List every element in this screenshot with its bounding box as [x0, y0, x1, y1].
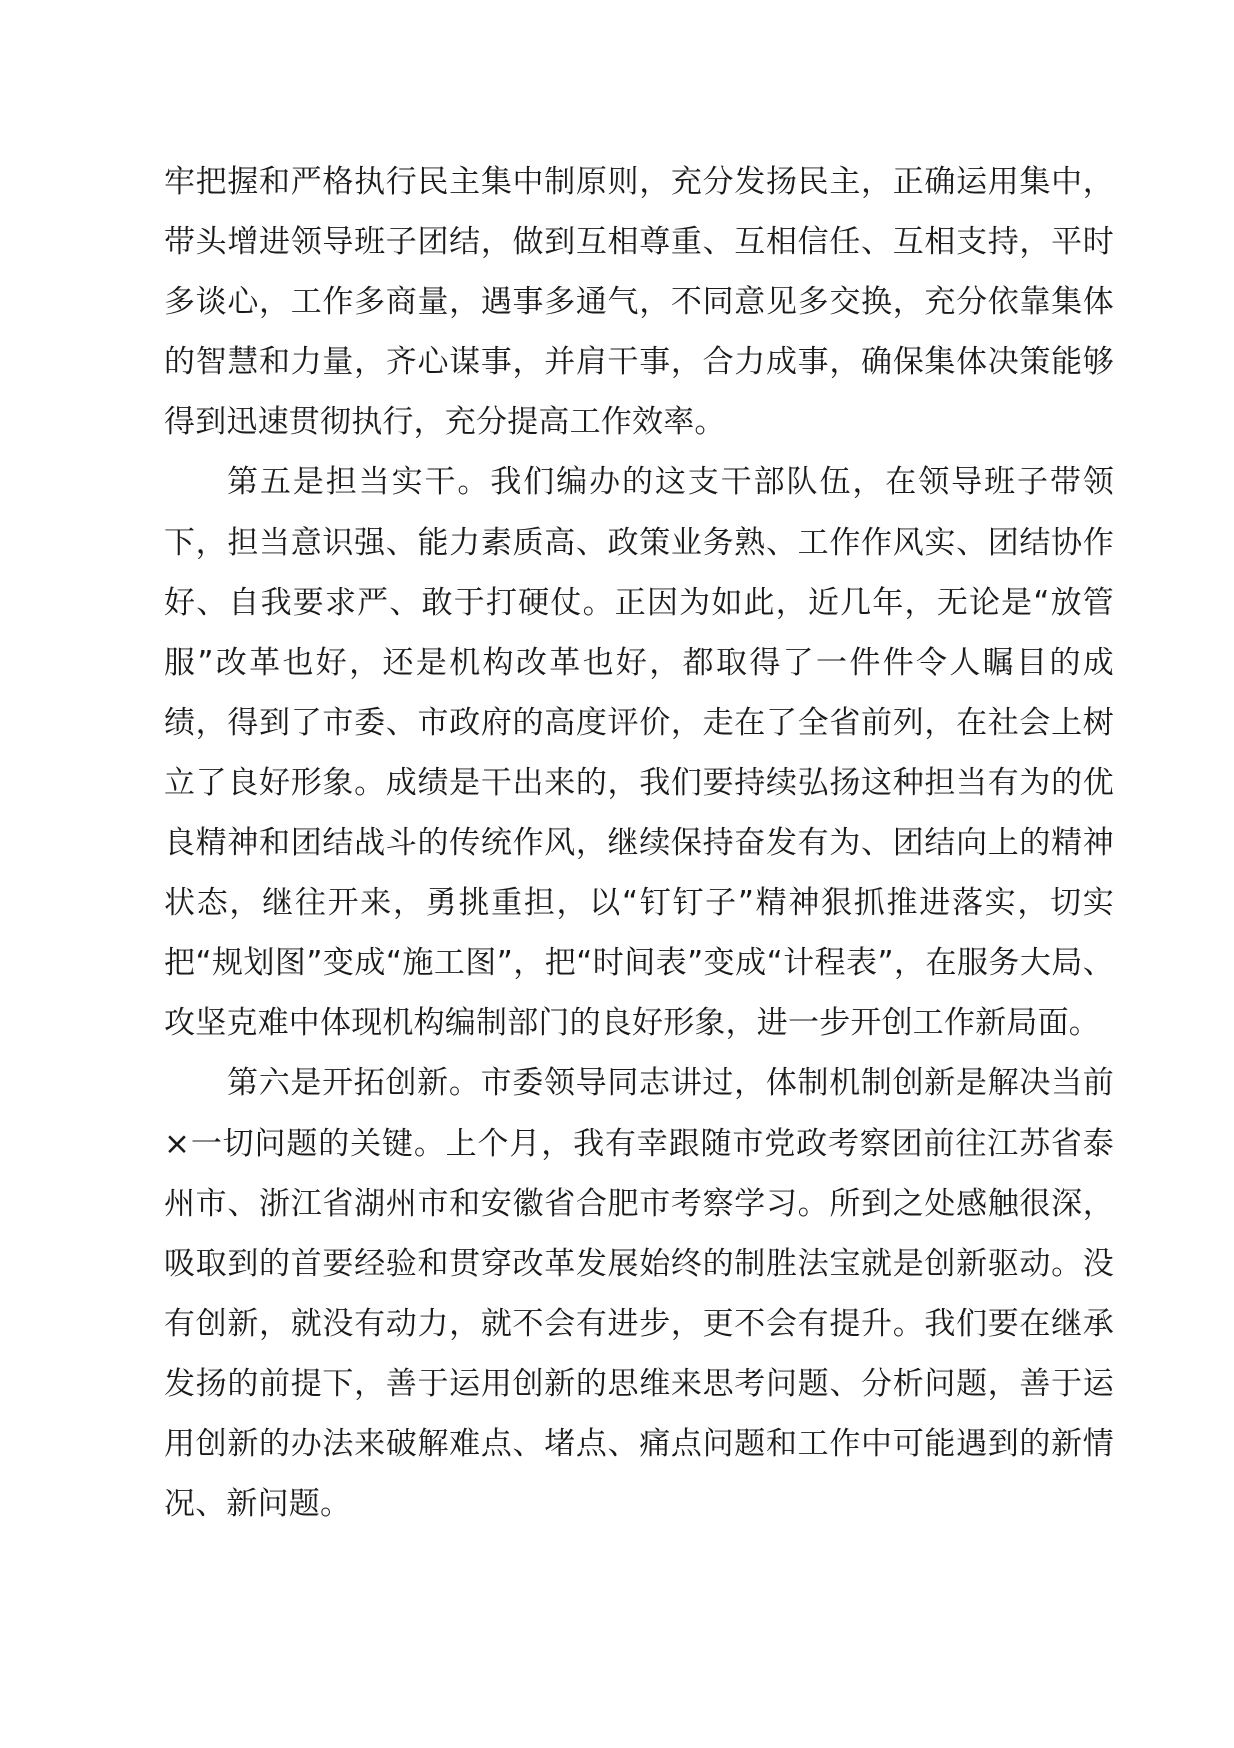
paragraph-fifth-point: 第五是担当实干。我们编办的这支干部队伍，在领导班子带领下，担当意识强、能力素质高、政策业务熟、工作作风实、团结协作好、自我要求严、敢于打硬仗。正因为如此，近几年，无论是“放管服”改革也好，还是机构改革也好，都取得了一件件令人瞩目的成绩，得到了市委、市政府的高度评价，走在了全省前列，在社会上树立了良好形象。成绩是干出来的，我们要持续弘扬这种担当有为的优良精神和团结战斗的传统作风，继续保持奋发有为、团结向上的精神状态，继往开来，勇挑重担，以“钉钉子”精神狠抓推进落实，切实把“规划图”变成“施工图”，把“时间表”变成“计程表”，在服务大局、攻坚克难中体现机构编制部门的良好形象，进一步开创工作新局面。: [164, 464, 1114, 1042]
paragraph-sixth-point: 第六是开拓创新。市委领导同志讲过，体制机制创新是解决当前×一切问题的关键。上个月，我有幸跟随市党政考察团前往江苏省泰州市、浙江省湖州市和安徽省合肥市考察学习。所到之处感触很深，吸取到的首要经验和贯穿改革发展始终的制胜法宝就是创新驱动。没有创新，就没有动力，就不会有进步，更不会有提升。我们要在继承发扬的前提下，善于运用创新的思维来思考问题、分析问题，善于运用创新的办法来破解难点、堵点、痛点问题和工作中可能遇到的新情况、新问题。: [164, 1065, 1114, 1523]
paragraph-continuation: 牢把握和严格执行民主集中制原则，充分发扬民主，正确运用集中，带头增进领导班子团结，做到互相尊重、互相信任、互相支持，平时多谈心，工作多商量，遇事多通气，不同意见多交换，充分依靠集体的智慧和力量，齐心谋事，并肩干事，合力成事，确保集体决策能够得到迅速贯彻执行，充分提高工作效率。: [164, 164, 1114, 441]
document-body: [164, 152, 1114, 1534]
